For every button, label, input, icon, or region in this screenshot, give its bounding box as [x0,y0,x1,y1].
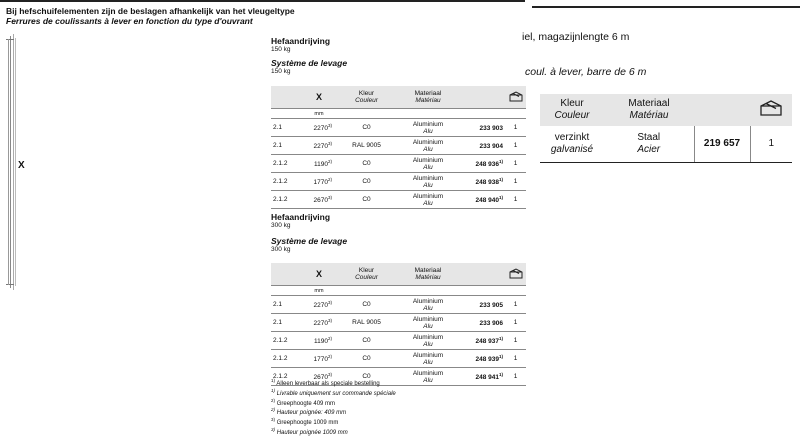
right-top-rule [532,6,800,8]
footnote: $^{3)}$ Hauteur poignée 1009 mm [271,426,348,436]
section1-weight-fr: 150 kg [271,68,291,75]
footnote: $^{1)}$ Livrable uniquement sur commande spéciale [271,387,396,397]
top-rule [0,0,525,2]
col-materiaal: Materiaal Matériau [399,86,457,109]
table-row: 2.1 2270$^{3)}$ C0 Aluminium Alu 233 905 1 [271,296,526,314]
x-dimension-label: X [18,160,25,171]
table-row: 2.1.2 1190$^{2)}$ C0 Aluminium Alu 248 937$^{1)}$ 1 [271,332,526,350]
unit-mm: mm [304,286,334,296]
section1-weight-nl: 150 kg [271,46,291,53]
table-row: 2.1.2 2670$^{3)}$ C0 Aluminium Alu 248 941$^{1)}$ 1 [271,368,526,386]
col-x: X [304,86,334,109]
section2-title-fr: Système de levage [271,236,348,246]
section1-title-nl: Hefaandrijving [271,36,331,46]
table-row: 2.1 2270$^{3)}$ RAL 9005 Aluminium Alu 233 904 1 [271,137,526,155]
right-line-fr: coul. à lever, barre de 6 m [525,66,647,78]
header-line-fr: Ferrures de coulissants à lever en fonction du type d'ouvrant [6,16,253,26]
footnotes [271,378,521,437]
section1-title-fr: Système de levage [271,58,348,68]
table-row: 2.1 2270$^{3)}$ C0 Aluminium Alu 233 903 1 [271,119,526,137]
col-materiaal: Materiaal Matériau [399,263,457,286]
footnote: $^{3)}$ Greephoogte 1009 mm [271,417,339,427]
unit-mm: mm [304,109,334,119]
right-line-nl: iel, magazijnlengte 6 m [522,31,630,43]
col-kleur: Kleur Couleur [334,86,399,109]
table-row: 2.1.2 1770$^{2)}$ C0 Aluminium Alu 248 939$^{1)}$ 1 [271,350,526,368]
col-materiaal: Materiaal Matériau [604,94,694,126]
table-row: 2.1.2 2670$^{3)}$ C0 Aluminium Alu 248 940$^{1)}$ 1 [271,191,526,209]
col-kleur: Kleur Couleur [334,263,399,286]
right-table [540,94,792,163]
col-x: X [304,263,334,286]
table-row: 2.1.2 1770$^{2)}$ C0 Aluminium Alu 248 938$^{1)}$ 1 [271,173,526,191]
section2-table [271,263,526,386]
package-icon [505,86,526,109]
col-kleur: Kleur Couleur [540,94,604,126]
section2-title-nl: Hefaandrijving [271,212,331,222]
section1-table [271,86,526,209]
section2-weight-fr: 300 kg [271,246,291,253]
table-row: 2.1 2270$^{3)}$ RAL 9005 Aluminium Alu 233 906 1 [271,314,526,332]
footnote: $^{1)}$ Alleen leverbaar als speciale bestelling [271,378,380,387]
footnote: $^{2)}$ Hauteur poignée: 409 mm [271,407,347,417]
package-icon [750,94,792,126]
section2-weight-nl: 300 kg [271,222,291,229]
header-line-nl: Bij hefschuifelementen zijn de beslagen afhankelijk van het vleugeltype [6,6,295,16]
package-icon [505,263,526,286]
footnote: $^{2)}$ Greephoogte 409 mm [271,397,336,407]
table-row: 2.1.2 1190$^{2)}$ C0 Aluminium Alu 248 936$^{1)}$ 1 [271,155,526,173]
table-row: verzinkt galvanisé Staal Acier 219 657 1 [540,126,792,163]
